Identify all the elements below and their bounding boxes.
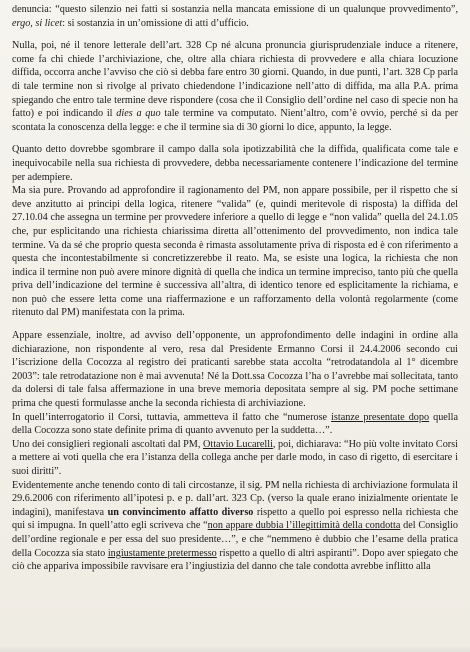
paragraph-evidentemente — [12, 479, 458, 574]
text-run: Nulla, poi, né il tenore letterale dell’art. 328 Cp né alcuna pronuncia giurisprudenziale induce a ritenere, come fa chi chiede l’archiviazione, che, oltre alla chiara richiesta di provvedere e alla chiara locuzione diffida, occorra anche l’avviso che ciò si debba fare entro 30 giorni. Quando, in due punti, l’art. 328 Cp parla di tale termine non si rivolge al privato chiedendone l’indicazione nell’atto di diffida, ma alla P.A. prima spiegando che entro tale termine deve rispondere (cosa che il Consiglio dell’ordine nel caso di specie non ha fatto) e poi indicando il — [12, 40, 458, 120]
paragraph-lucarelli — [12, 438, 458, 479]
document-body — [12, 3, 458, 574]
text-run: Quanto detto dovrebbe sgombrare il campo dalla sola ipotizzabilità che la diffida, qualificata come tale e inequivocabile nella sua richiesta di provvedere, debba necessariamente contenere l’indicazione del termine per adempiere. — [12, 144, 458, 183]
text-run: Evidentemente anche tenendo conto di tali circostanze, il sig. PM nella richiesta di archiviazione formulata il 29.6.2006 con riferimento all’ipotesi p. e p. dall’art. 323 Cp. (verso la quale erano inizialmente orientate le indagini), manifestava — [12, 479, 458, 518]
text-run: denuncia: “questo silenzio nei fatti si sostanzia nella mancata emissione di un qualunque provvedimento”, — [12, 4, 458, 15]
text-run: , poi, dichiarava: “Ho più volte invitato Corsi a mettere ai voti quella che era l’istanza della collega anche per darle modo, in caso di rigetto, di esercitare i suoi diritti”. — [12, 438, 458, 477]
text-run: Appare essenziale, inoltre, ad avviso dell’opponente, un approfondimento delle indagini in ordine alla dichiarazione, non rispondente al vero, resa dal Presidente Ermanno Corsi il 24.4.2006 secondo cui l’iscrizione della Cocozza al registro dei praticanti sarebbe stata accolta “retrodatandola al 1° dicembre 2003”: tale retrodatazione non è mai avvenuta! Né la Dott.ssa Cocozza l’ha o l’avrebbe mai sollecitata, tanto da dolersi di tale falsa affermazione in una breve memoria depositata sempre al sig. PM poche settimane prima che questi formulasse anche la seconda richiesta di archiviazione. — [12, 330, 458, 410]
text-run: Ma sia pure. Provando ad approfondire il ragionamento del PM, non appare possibile, per il rispetto che si deve anzitutto ai principi della logica, ritenere “valida” (e, quindi meritevole di risposta) la diffida del 27.10.04 che assegna un termine per provvedere inferiore a quello di legge e “non valida” quella del 24.1.05 che, pur esplicitando una richiesta chiarissima diretta all’ottenimento del provvedimento, non indica tale termine. Va da sé che proprio questa seconda è rimasta assolutamente priva di risposta ed è con riferimento a questa che incontestabilmente si concretizzerebbe il reato. Ma, se esiste una logica, la richiesta che non indica il termine non può avere minore dignità di quella che indica un termine impreciso, tanto più che quella priva dell’indicazione del termine è successiva all’altra, di identico tenore ed esplicitamente la richiama, e non può che essere letta come una riaffermazione e un rafforzamento della volontà regolarmente (come ritenuto dal PM) manifestata con la prima. — [12, 185, 458, 319]
bold-text: un convincimento affatto diverso — [107, 506, 254, 518]
scan-shadow — [0, 646, 470, 652]
text-run: del Consiglio dell’ordine regionale e per essa del suo presidente…”, e che “nemmeno è dubbio che l’esame della pratica della Cocozza sia stato — [12, 520, 458, 559]
paragraph-interrogatorio — [12, 411, 458, 438]
text-run: In quell’interrogatorio il Corsi, tuttavia, ammetteva il fatto che “numerose — [12, 411, 332, 423]
underlined-text: non appare dubbia l’illegittimità della condotta — [207, 520, 401, 532]
italic-text: ergo, si licet — [12, 17, 63, 29]
paragraph-diffida — [12, 143, 458, 184]
underlined-text: ingiustamente pretermesso — [107, 547, 217, 559]
text-run: : si sostanzia in un’omissione di atti d’ufficio. — [62, 17, 249, 29]
underlined-text: istanze presentate dopo — [331, 411, 430, 423]
text-run: Uno dei consiglieri regionali ascoltati dal PM, — [12, 438, 203, 450]
italic-text: dies a quo — [116, 108, 161, 120]
underlined-text: Ottavio Lucarelli — [203, 438, 273, 450]
paragraph-intro — [12, 3, 458, 30]
text-run: rispetto a quello poi espresso nella richiesta che qui si impugna. In quell’atto egli scriveva che “ — [12, 506, 458, 532]
paragraph-art-328 — [12, 39, 458, 134]
text-run: quella della Cocozza sono state definite prima di quanto avvenuto per la suddetta…”. — [12, 411, 458, 437]
paragraph-ragionamento-pm — [12, 184, 458, 320]
paragraph-indagini — [12, 329, 458, 411]
text-run: tale termine va computato. Nient’altro, com’è ovvio, perché si da per scontata la conoscenza della legge: e che il termine sia di 30 giorni lo dice, appunto, la legge. — [12, 108, 459, 133]
text-run: rispetto a quello di altri aspiranti”. Dopo aver spiegato che ciò che appariva impossibile ravvisare era l’ingiustizia del danno che tale condotta avrebbe inflitto alla — [12, 547, 458, 573]
